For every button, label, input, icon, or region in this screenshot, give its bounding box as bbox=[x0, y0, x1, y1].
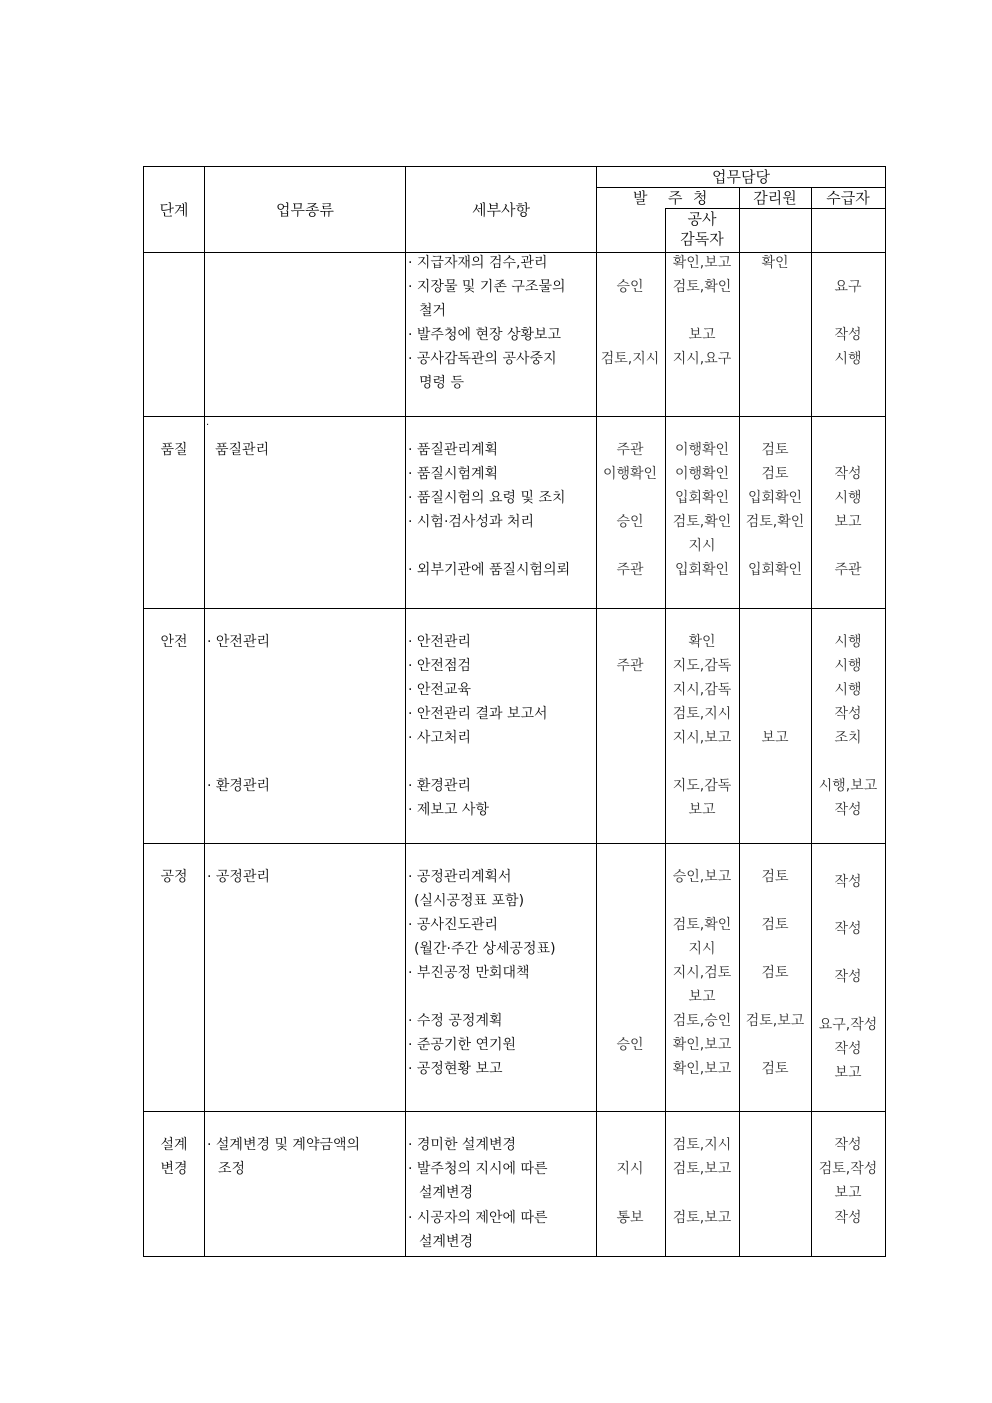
contractor-cell: 작성 bbox=[834, 969, 862, 985]
inspector-cell: 검토,확인 bbox=[672, 279, 732, 295]
inspector-cell: 이행확인 bbox=[674, 442, 730, 458]
supervisor-cell: 검토 bbox=[761, 466, 789, 482]
inspector-cell: 검토,확인 bbox=[672, 917, 732, 933]
client-cell: 주관 bbox=[616, 442, 644, 458]
detail-item: · 경미한 설계변경 bbox=[408, 1137, 517, 1153]
inspector-cell: 지도,감독 bbox=[672, 778, 732, 794]
contractor-cell: 주관 bbox=[834, 562, 862, 578]
inspector-cell: 지시 bbox=[688, 538, 716, 554]
contractor-cell: 작성 bbox=[834, 706, 862, 722]
supervisor-cell: 입회확인 bbox=[747, 490, 803, 506]
contractor-cell: 시행 bbox=[834, 658, 862, 674]
detail-item: 설계변경 bbox=[419, 1234, 474, 1250]
inspector-cell: 지시,요구 bbox=[672, 351, 732, 367]
contractor-cell: 시행 bbox=[834, 634, 862, 650]
header-stage: 단계 bbox=[159, 201, 189, 219]
contractor-cell: 작성 bbox=[834, 466, 862, 482]
work-type-item: · 공정관리 bbox=[207, 869, 270, 885]
detail-item: · 안전점검 bbox=[408, 658, 471, 674]
detail-item: · 부진공정 만회대책 bbox=[408, 965, 530, 981]
contractor-cell: 검토,작성 bbox=[818, 1161, 878, 1177]
column-divider bbox=[204, 166, 205, 1257]
detail-item: · 공사진도관리 bbox=[408, 917, 499, 933]
detail-item: (실시공정표 포함) bbox=[414, 893, 525, 909]
client-cell: 이행확인 bbox=[602, 466, 658, 482]
header-client-char: 발 bbox=[633, 189, 648, 207]
detail-item: 명령 등 bbox=[419, 375, 465, 391]
detail-item: · 외부기관에 품질시험의뢰 bbox=[408, 562, 571, 578]
header-contractor: 수급자 bbox=[826, 189, 870, 207]
client-cell: 주관 bbox=[616, 658, 644, 674]
supervisor-cell: 검토,보고 bbox=[745, 1013, 805, 1029]
client-cell: 통보 bbox=[616, 1210, 644, 1226]
inspector-cell: 검토,보고 bbox=[672, 1161, 732, 1177]
row-divider bbox=[143, 1111, 886, 1112]
inspector-cell: 검토,지시 bbox=[672, 1137, 732, 1153]
row-divider bbox=[143, 843, 886, 844]
header-inspector: 감독자 bbox=[680, 230, 724, 248]
column-divider bbox=[739, 187, 740, 1257]
contractor-cell: 시행 bbox=[834, 351, 862, 367]
inspector-cell: 확인,보고 bbox=[672, 255, 732, 271]
contractor-cell: 조치 bbox=[834, 730, 862, 746]
stage-label: 품질 bbox=[160, 442, 188, 458]
detail-item: · 안전관리 결과 보고서 bbox=[408, 706, 548, 722]
contractor-cell: 작성 bbox=[834, 1210, 862, 1226]
column-divider bbox=[405, 166, 406, 1257]
contractor-cell: 시행 bbox=[834, 490, 862, 506]
inspector-cell: 지시,감독 bbox=[672, 682, 732, 698]
contractor-cell: 작성 bbox=[834, 921, 862, 937]
contractor-cell: 시행 bbox=[834, 682, 862, 698]
table-border-top bbox=[143, 166, 886, 167]
contractor-cell: 요구 bbox=[834, 279, 862, 295]
detail-item: · 안전교육 bbox=[408, 682, 471, 698]
work-type-item: 품질관리 bbox=[215, 442, 270, 458]
work-type-item: 조정 bbox=[218, 1161, 246, 1177]
inspector-cell: 검토,지시 bbox=[672, 706, 732, 722]
client-cell: 주관 bbox=[616, 562, 644, 578]
detail-item: · 발주청에 현장 상황보고 bbox=[408, 327, 562, 343]
table-border-left bbox=[143, 166, 144, 1257]
supervisor-cell: 검토 bbox=[761, 917, 789, 933]
inspector-cell: 보고 bbox=[688, 802, 716, 818]
detail-item: · 품질관리계획 bbox=[408, 442, 499, 458]
inspector-cell: 지시,보고 bbox=[672, 730, 732, 746]
detail-item: · 공사감독관의 공사중지 bbox=[408, 351, 557, 367]
client-cell: 지시 bbox=[616, 1161, 644, 1177]
inspector-cell: 확인 bbox=[688, 634, 716, 650]
contractor-cell: 작성 bbox=[834, 802, 862, 818]
inspector-cell: 검토,보고 bbox=[672, 1210, 732, 1226]
detail-item: 설계변경 bbox=[419, 1185, 474, 1201]
detail-item: · 지급자재의 검수,관리 bbox=[408, 255, 548, 271]
work-type-item: · 안전관리 bbox=[207, 634, 270, 650]
row-divider bbox=[143, 416, 886, 417]
detail-item: · 사고처리 bbox=[408, 730, 471, 746]
client-cell: 승인 bbox=[616, 279, 644, 295]
client-cell: 검토,지시 bbox=[600, 351, 660, 367]
detail-item: 철거 bbox=[419, 303, 447, 319]
stage-label: 설계 bbox=[160, 1137, 188, 1153]
supervisor-cell: 검토 bbox=[761, 869, 789, 885]
detail-item: · 발주청의 지시에 따른 bbox=[408, 1161, 548, 1177]
row-divider bbox=[143, 608, 886, 609]
work-type-item: · 환경관리 bbox=[207, 778, 270, 794]
contractor-cell: 작성 bbox=[834, 874, 862, 890]
inspector-cell: 지시,검토 bbox=[672, 965, 732, 981]
column-divider bbox=[665, 208, 666, 1257]
contractor-cell: 작성 bbox=[834, 1041, 862, 1057]
client-cell: 승인 bbox=[616, 1037, 644, 1053]
supervisor-cell: 보고 bbox=[761, 730, 789, 746]
header-client-char: 청 bbox=[693, 189, 708, 207]
header-supervisor: 감리원 bbox=[753, 189, 797, 207]
detail-item: · 수정 공정계획 bbox=[408, 1013, 503, 1029]
supervisor-cell: 검토 bbox=[761, 442, 789, 458]
detail-item: · 시험·검사성과 처리 bbox=[408, 514, 534, 530]
inspector-cell: 지시 bbox=[688, 941, 716, 957]
inspector-cell: 확인,보고 bbox=[672, 1061, 732, 1077]
client-cell: 승인 bbox=[616, 514, 644, 530]
table-border-bottom bbox=[143, 1256, 886, 1257]
detail-item: · 제보고 사항 bbox=[408, 802, 489, 818]
column-divider bbox=[596, 166, 597, 1257]
inspector-cell: 승인,보고 bbox=[672, 869, 732, 885]
inspector-cell: 확인,보고 bbox=[672, 1037, 732, 1053]
contractor-cell: 보고 bbox=[834, 1065, 862, 1081]
stage-label: 안전 bbox=[160, 634, 188, 650]
detail-item: (월간·주간 상세공정표) bbox=[414, 941, 556, 957]
inspector-cell: 지도,감독 bbox=[672, 658, 732, 674]
work-type-item: · 설계변경 및 계약금액의 bbox=[207, 1137, 361, 1153]
detail-item: · 품질시험의 요령 및 조치 bbox=[408, 490, 566, 506]
contractor-cell: 작성 bbox=[834, 327, 862, 343]
supervisor-cell: 검토 bbox=[761, 1061, 789, 1077]
column-divider bbox=[811, 187, 812, 1257]
inspector-cell: 이행확인 bbox=[674, 466, 730, 482]
contractor-cell: 작성 bbox=[834, 1137, 862, 1153]
header-client-char: 주 bbox=[668, 189, 683, 207]
detail-item: · 준공기한 연기원 bbox=[408, 1037, 517, 1053]
detail-item: · 품질시험계획 bbox=[408, 466, 499, 482]
detail-item: · 지장물 및 기존 구조물의 bbox=[408, 279, 566, 295]
stage-label: 공정 bbox=[160, 869, 188, 885]
supervisor-cell: 확인 bbox=[761, 255, 789, 271]
detail-item: · 공정관리계획서 bbox=[408, 869, 512, 885]
stage-label: 변경 bbox=[160, 1161, 188, 1177]
contractor-cell: 시행,보고 bbox=[818, 778, 878, 794]
detail-item: · 공정현황 보고 bbox=[408, 1061, 503, 1077]
contractor-cell: 보고 bbox=[834, 1185, 862, 1201]
inspector-cell: 보고 bbox=[688, 327, 716, 343]
header-assignee: 업무담당 bbox=[712, 168, 770, 186]
inspector-cell: 입회확인 bbox=[674, 490, 730, 506]
supervisor-cell: 검토,확인 bbox=[745, 514, 805, 530]
header-details: 세부사항 bbox=[472, 201, 530, 219]
inspector-cell: 보고 bbox=[688, 989, 716, 1005]
inspector-cell: 입회확인 bbox=[674, 562, 730, 578]
header-inspector: 공사 bbox=[687, 210, 717, 228]
contractor-cell: 요구,작성 bbox=[818, 1017, 878, 1033]
table-border-right bbox=[885, 166, 886, 1257]
bullet-mark: · bbox=[206, 420, 210, 431]
detail-item: · 시공자의 제안에 따른 bbox=[408, 1210, 548, 1226]
contractor-cell: 보고 bbox=[834, 514, 862, 530]
inspector-cell: 검토,승인 bbox=[672, 1013, 732, 1029]
detail-item: · 환경관리 bbox=[408, 778, 471, 794]
header-work-type: 업무종류 bbox=[276, 201, 334, 219]
inspector-cell: 검토,확인 bbox=[672, 514, 732, 530]
detail-item: · 안전관리 bbox=[408, 634, 471, 650]
supervisor-cell: 검토 bbox=[761, 965, 789, 981]
supervisor-cell: 입회확인 bbox=[747, 562, 803, 578]
